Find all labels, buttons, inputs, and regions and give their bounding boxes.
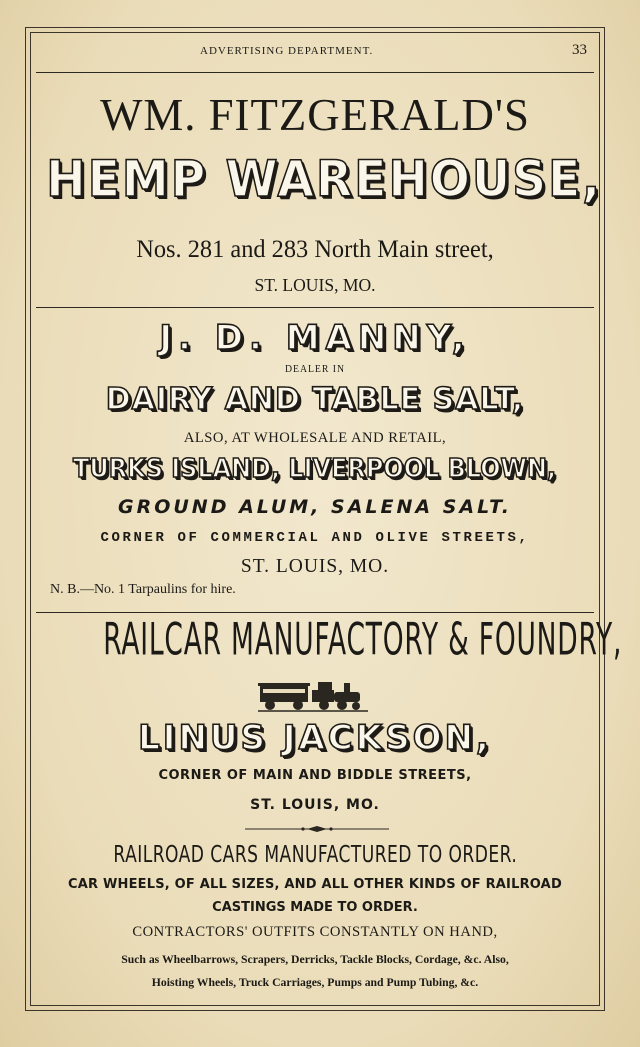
- manny-dealer-in: DEALER IN: [285, 364, 345, 375]
- jackson-wheels-2-text: CASTINGS MADE TO ORDER.: [212, 900, 418, 915]
- jackson-wheels-1: [30, 876, 600, 892]
- manny-note: N. B.—No. 1 Tarpaulins for hire.: [50, 582, 236, 597]
- jackson-city-text: ST. LOUIS, MO.: [250, 797, 380, 813]
- jackson-wheels-1-text: CAR WHEELS, OF ALL SIZES, AND ALL OTHER KINDS OF RAILROAD: [68, 877, 562, 892]
- fitzgerald-name: WM. FITZGERALD'S: [100, 89, 530, 140]
- ornamental-rule: [245, 826, 389, 832]
- manny-product-text: DAIRY AND TABLE SALT,: [105, 382, 525, 417]
- manny-alum: [30, 496, 600, 519]
- jackson-headline: [30, 614, 623, 672]
- locomotive-icon: [258, 678, 368, 712]
- fitzgerald-business: [30, 150, 603, 208]
- fitzgerald-business-text: HEMP WAREHOUSE,: [46, 150, 603, 208]
- jackson-name: [30, 718, 600, 758]
- manny-corner: [30, 530, 600, 546]
- jackson-such-1: Such as Wheelbarrows, Scrapers, Derricks, Tackle Blocks, Cordage, &c. Also,: [121, 952, 509, 966]
- jackson-cars-text: RAILROAD CARS MANUFACTURED TO ORDER.: [113, 841, 517, 869]
- manny-also: ALSO, AT WHOLESALE AND RETAIL,: [183, 430, 447, 446]
- manny-salts: [30, 454, 600, 484]
- jackson-such-2: Hoisting Wheels, Truck Carriages, Pumps and Pump Tubing, &c.: [151, 975, 479, 989]
- running-header: ADVERTISING DEPARTMENT.: [200, 45, 374, 57]
- manny-alum-text: GROUND ALUM, SALENA SALT.: [117, 496, 513, 518]
- jackson-contractors: CONTRACTORS' OUTFITS CONSTANTLY ON HAND,: [132, 924, 498, 940]
- jackson-headline-text: RAILCAR MANUFACTORY & FOUNDRY,: [103, 614, 623, 666]
- jackson-wheels-2: [30, 899, 600, 915]
- fitzgerald-address: Nos. 281 and 283 North Main street,: [136, 236, 494, 263]
- jackson-corner: [30, 767, 600, 783]
- jackson-city: [30, 797, 600, 814]
- jackson-name-text: LINUS JACKSON,: [138, 718, 492, 758]
- manny-product: [30, 382, 600, 417]
- manny-salts-text: TURKS ISLAND, LIVERPOOL BLOWN,: [73, 454, 557, 484]
- divider-2: [36, 612, 594, 613]
- divider-1: [36, 307, 594, 308]
- manny-city: ST. LOUIS, MO.: [240, 555, 390, 577]
- fitzgerald-city: ST. LOUIS, MO.: [254, 275, 376, 295]
- jackson-cars: [30, 841, 600, 872]
- manny-corner-text: CORNER OF COMMERCIAL AND OLIVE STREETS,: [100, 530, 530, 546]
- header-rule: [36, 72, 594, 73]
- manny-name-text: J. D. MANNY,: [159, 318, 471, 358]
- jackson-corner-text: CORNER OF MAIN AND BIDDLE STREETS,: [158, 768, 472, 783]
- page-number: 33: [572, 42, 587, 58]
- manny-name: [30, 318, 600, 358]
